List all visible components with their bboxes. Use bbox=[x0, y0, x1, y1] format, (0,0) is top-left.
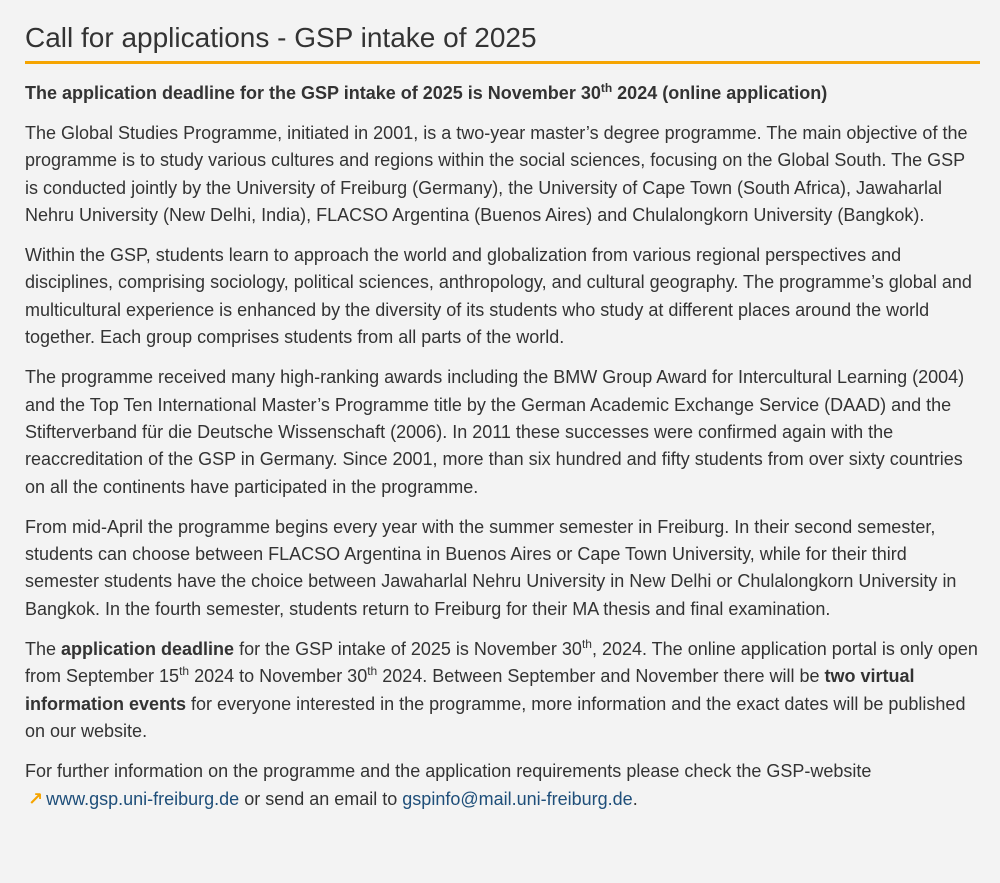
text: for the GSP intake of 2025 is November 30 bbox=[234, 639, 582, 660]
paragraph-contact bbox=[25, 758, 980, 813]
text: 2024 to November 30 bbox=[189, 666, 368, 687]
paragraph-curriculum: Within the GSP, students learn to approach the world and globalization from various regional perspectives and disciplines, comprising sociology, political sciences, anthropology, and cultural geography. The programme’s global and multicultural experience is enhanced by the diversity of its students who study at different places around the world together. Each group comprises students from all parts of the world. bbox=[25, 245, 972, 348]
ordinal-suffix: th bbox=[367, 664, 378, 679]
ordinal-suffix: th bbox=[179, 664, 190, 679]
paragraph-intro: The Global Studies Programme, initiated in 2001, is a two-year master’s degree programme. The main objective of the programme is to study various cultures and regions within the social sciences, focusing on the Global South. The GSP is conducted jointly by the University of Freiburg (Germany), the University of Cape Town (South Africa), Jawaharlal Nehru University (New Delhi, India), FLACSO Argentina (Buenos Aires) and Chulalongkorn University (Bangkok). bbox=[25, 123, 968, 225]
paragraph-awards: The programme received many high-ranking awards including the BMW Group Award for Intercultural Learning (2004) and the Top Ten International Master’s Programme title by the German Academic Exchange Service (DAAD) and the Stifterverband für die Deutsche Wissenschaft (2006). In 2011 these successes were confirmed again with the reaccreditation of the GSP in Germany. Since 2001, more than six hundred and fifty students from over sixty countries on all the continents have participated in the programme. bbox=[25, 367, 965, 497]
ordinal-suffix: th bbox=[600, 81, 613, 95]
text: For further information on the programme and the application requirements please check the GSP-website bbox=[25, 761, 872, 782]
page-title: Call for applications - GSP intake of 2025 bbox=[25, 0, 980, 64]
text: 2024. Between September and November there will be bbox=[377, 666, 825, 687]
gsp-website-link[interactable]: www.gsp.uni-freiburg.de bbox=[46, 788, 240, 809]
text: The bbox=[25, 639, 62, 660]
paragraph-deadline bbox=[25, 636, 980, 745]
text: or send an email to bbox=[239, 788, 403, 809]
ordinal-suffix: th bbox=[581, 637, 592, 652]
deadline-emphasis: application deadline bbox=[61, 639, 235, 660]
paragraph-semesters: From mid-April the programme begins every year with the summer semester in Freiburg. In their second semester, students can choose between FLACSO Argentina in Buenos Aires or Cape Town University, while for their third semester students have the choice between Jawaharlal Nehru University in New Delhi or Chulalongkorn University in Bangkok. In the fourth semester, students return to Freiburg for their MA thesis and final examination. bbox=[25, 516, 957, 619]
text: for everyone interested in the programme, more information and the exact dates will be published on our website. bbox=[25, 693, 966, 741]
text: . bbox=[632, 788, 638, 809]
deadline-headline-text: The application deadline for the GSP intake of 2025 is November 30 bbox=[25, 83, 601, 103]
info-events-emphasis: two virtual information events bbox=[25, 666, 915, 714]
deadline-headline-text-end: 2024 (online application) bbox=[612, 83, 828, 103]
text: , 2024. The online application portal is only open from September 15 bbox=[25, 639, 978, 687]
external-link-icon: ↗ bbox=[28, 788, 44, 809]
email-link[interactable]: gspinfo@mail.uni-freiburg.de bbox=[402, 788, 633, 809]
deadline-headline bbox=[25, 80, 980, 107]
